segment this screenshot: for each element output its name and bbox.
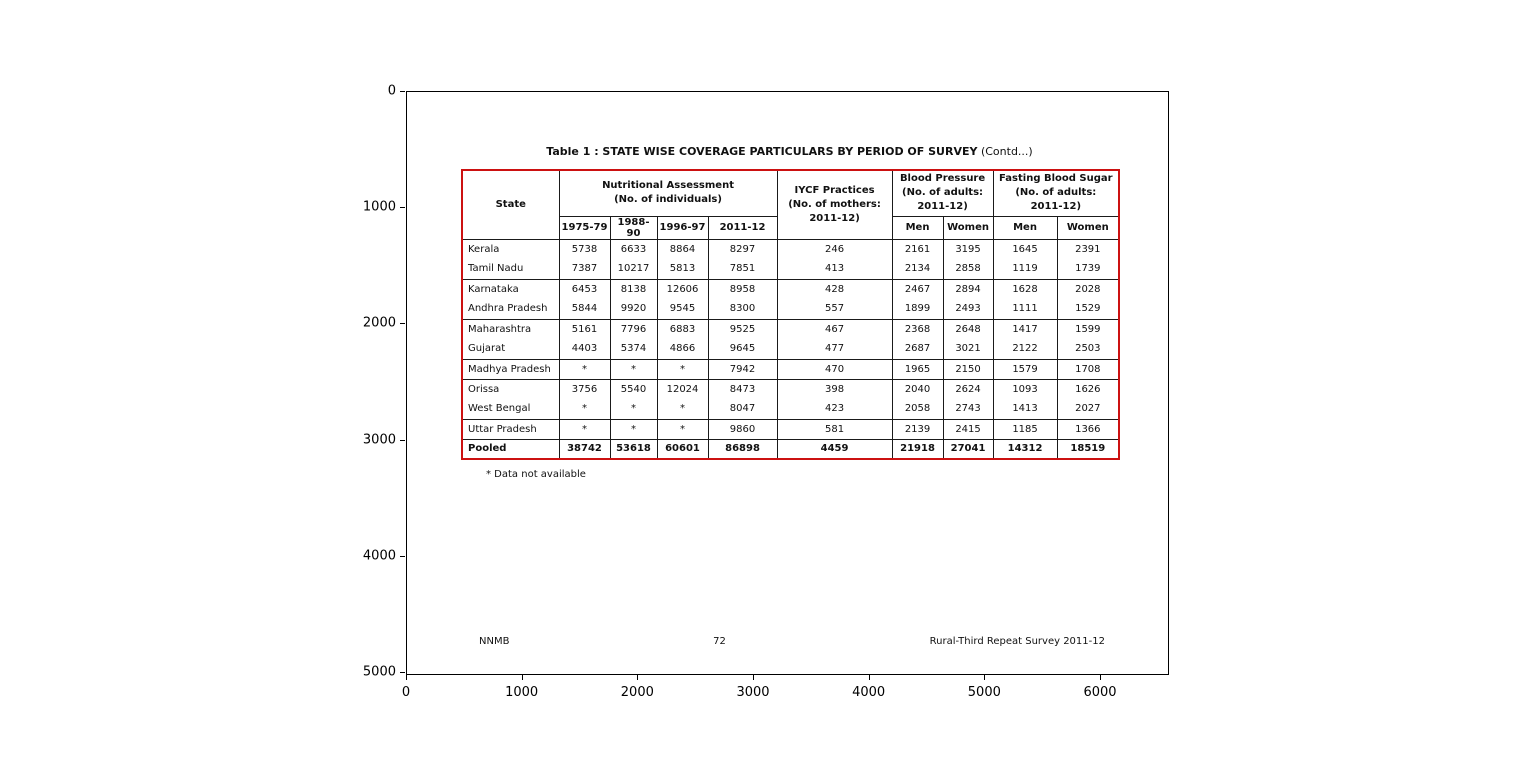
- value-cell: 477: [777, 339, 892, 359]
- table-row: [462, 259, 1119, 279]
- value-cell: 1739: [1057, 259, 1119, 279]
- value-cell: 9860: [708, 419, 777, 439]
- value-cell: 2687: [892, 339, 943, 359]
- state-cell: Tamil Nadu: [462, 259, 559, 279]
- document-page: [407, 92, 1168, 674]
- value-cell: 86898: [708, 439, 777, 459]
- value-cell: 5374: [610, 339, 657, 359]
- y-tick-label: 2000: [362, 315, 396, 331]
- value-cell: 2503: [1057, 339, 1119, 359]
- value-cell: 2150: [943, 359, 993, 379]
- value-cell: 8473: [708, 379, 777, 399]
- value-cell: 18519: [1057, 439, 1119, 459]
- value-cell: 12606: [657, 279, 708, 299]
- value-cell: 7387: [559, 259, 610, 279]
- x-tick-label: 4000: [852, 685, 886, 700]
- header-group-cell: Fasting Blood Sugar (No. of adults: 2011-12): [993, 170, 1119, 216]
- value-cell: 5738: [559, 239, 610, 259]
- value-cell: 2161: [892, 239, 943, 259]
- x-tick-label: 6000: [1083, 685, 1117, 700]
- value-cell: 2040: [892, 379, 943, 399]
- y-tick-label: 3000: [362, 432, 396, 448]
- value-cell: 4866: [657, 339, 708, 359]
- value-cell: 1366: [1057, 419, 1119, 439]
- value-cell: *: [657, 399, 708, 419]
- value-cell: 467: [777, 319, 892, 339]
- value-cell: 6633: [610, 239, 657, 259]
- header-sub-cell: Men: [892, 216, 943, 239]
- header-group-cell: Blood Pressure (No. of adults: 2011-12): [892, 170, 993, 216]
- state-cell: Uttar Pradesh: [462, 419, 559, 439]
- value-cell: 413: [777, 259, 892, 279]
- footer-right-label: Rural-Third Repeat Survey 2011-12: [929, 636, 1105, 647]
- header-sub-cell: Men: [993, 216, 1057, 239]
- value-cell: 2467: [892, 279, 943, 299]
- value-cell: 2858: [943, 259, 993, 279]
- x-tick-mark: [1100, 675, 1101, 680]
- header-group-cell: Nutritional Assessment (No. of individuals): [559, 170, 777, 216]
- x-tick-mark: [406, 675, 407, 680]
- value-cell: 8864: [657, 239, 708, 259]
- value-cell: *: [610, 419, 657, 439]
- value-cell: 2027: [1057, 399, 1119, 419]
- y-tick-mark: [400, 556, 405, 557]
- value-cell: 2391: [1057, 239, 1119, 259]
- header-sub-cell: Women: [943, 216, 993, 239]
- table-row: [462, 439, 1119, 459]
- value-cell: 1645: [993, 239, 1057, 259]
- value-cell: 2624: [943, 379, 993, 399]
- y-tick-label: 1000: [362, 199, 396, 215]
- value-cell: 7942: [708, 359, 777, 379]
- value-cell: 2415: [943, 419, 993, 439]
- value-cell: *: [610, 399, 657, 419]
- value-cell: 9545: [657, 299, 708, 319]
- state-cell: Karnataka: [462, 279, 559, 299]
- header-sub-cell: 1988-90: [610, 216, 657, 239]
- value-cell: 1599: [1057, 319, 1119, 339]
- state-cell: Orissa: [462, 379, 559, 399]
- value-cell: 4459: [777, 439, 892, 459]
- page-footer: [479, 636, 1105, 647]
- value-cell: *: [657, 359, 708, 379]
- value-cell: 2894: [943, 279, 993, 299]
- value-cell: 8138: [610, 279, 657, 299]
- value-cell: 12024: [657, 379, 708, 399]
- value-cell: 8047: [708, 399, 777, 419]
- value-cell: 2743: [943, 399, 993, 419]
- table-row: [462, 339, 1119, 359]
- value-cell: 428: [777, 279, 892, 299]
- table-title-text: Table 1 : STATE WISE COVERAGE PARTICULARS BY PERIOD OF SURVEY: [546, 145, 978, 158]
- value-cell: 9645: [708, 339, 777, 359]
- value-cell: 581: [777, 419, 892, 439]
- value-cell: 53618: [610, 439, 657, 459]
- value-cell: 8297: [708, 239, 777, 259]
- value-cell: 1417: [993, 319, 1057, 339]
- value-cell: *: [610, 359, 657, 379]
- value-cell: 6453: [559, 279, 610, 299]
- value-cell: 1413: [993, 399, 1057, 419]
- y-tick-label: 4000: [362, 548, 396, 564]
- value-cell: 3195: [943, 239, 993, 259]
- value-cell: 5844: [559, 299, 610, 319]
- value-cell: 1111: [993, 299, 1057, 319]
- value-cell: 1093: [993, 379, 1057, 399]
- x-tick-mark: [637, 675, 638, 680]
- x-tick-label: 5000: [967, 685, 1001, 700]
- value-cell: 7796: [610, 319, 657, 339]
- value-cell: 2058: [892, 399, 943, 419]
- y-tick-mark: [400, 91, 405, 92]
- header-group-cell: State: [462, 170, 559, 239]
- state-cell: Pooled: [462, 439, 559, 459]
- value-cell: 2028: [1057, 279, 1119, 299]
- value-cell: 10217: [610, 259, 657, 279]
- value-cell: *: [657, 419, 708, 439]
- x-tick-mark: [869, 675, 870, 680]
- table-row: [462, 419, 1119, 439]
- value-cell: 38742: [559, 439, 610, 459]
- value-cell: 3021: [943, 339, 993, 359]
- value-cell: 1626: [1057, 379, 1119, 399]
- header-sub-cell: 1996-97: [657, 216, 708, 239]
- table-row: [462, 299, 1119, 319]
- value-cell: 2122: [993, 339, 1057, 359]
- value-cell: 21918: [892, 439, 943, 459]
- value-cell: 5540: [610, 379, 657, 399]
- value-cell: 5813: [657, 259, 708, 279]
- value-cell: 2139: [892, 419, 943, 439]
- value-cell: 9920: [610, 299, 657, 319]
- value-cell: 9525: [708, 319, 777, 339]
- value-cell: *: [559, 419, 610, 439]
- x-tick-label: 0: [401, 685, 411, 700]
- table-row: [462, 399, 1119, 419]
- state-cell: Maharashtra: [462, 319, 559, 339]
- header-sub-cell: 1975-79: [559, 216, 610, 239]
- value-cell: 6883: [657, 319, 708, 339]
- value-cell: 1965: [892, 359, 943, 379]
- value-cell: 1529: [1057, 299, 1119, 319]
- value-cell: 423: [777, 399, 892, 419]
- state-cell: Kerala: [462, 239, 559, 259]
- value-cell: 1119: [993, 259, 1057, 279]
- state-cell: Gujarat: [462, 339, 559, 359]
- value-cell: 2134: [892, 259, 943, 279]
- y-tick-mark: [400, 672, 405, 673]
- table-row: [462, 379, 1119, 399]
- value-cell: *: [559, 399, 610, 419]
- value-cell: *: [559, 359, 610, 379]
- value-cell: 1628: [993, 279, 1057, 299]
- state-cell: Madhya Pradesh: [462, 359, 559, 379]
- plot-axes: [406, 91, 1169, 675]
- table-row: [462, 279, 1119, 299]
- value-cell: 27041: [943, 439, 993, 459]
- value-cell: 1708: [1057, 359, 1119, 379]
- y-tick-label: 0: [387, 83, 396, 99]
- x-tick-label: 2000: [620, 685, 654, 700]
- state-cell: Andhra Pradesh: [462, 299, 559, 319]
- footer-left-label: NNMB: [479, 636, 510, 647]
- x-tick-label: 3000: [736, 685, 770, 700]
- x-tick-mark: [753, 675, 754, 680]
- table-title: [461, 145, 1118, 158]
- value-cell: 246: [777, 239, 892, 259]
- value-cell: 2493: [943, 299, 993, 319]
- y-tick-mark: [400, 440, 405, 441]
- value-cell: 398: [777, 379, 892, 399]
- value-cell: 1579: [993, 359, 1057, 379]
- value-cell: 2648: [943, 319, 993, 339]
- value-cell: 4403: [559, 339, 610, 359]
- value-cell: 7851: [708, 259, 777, 279]
- value-cell: 557: [777, 299, 892, 319]
- x-tick-mark: [522, 675, 523, 680]
- value-cell: 60601: [657, 439, 708, 459]
- value-cell: 8958: [708, 279, 777, 299]
- header-sub-cell: Women: [1057, 216, 1119, 239]
- table-row: [462, 359, 1119, 379]
- value-cell: 3756: [559, 379, 610, 399]
- y-tick-mark: [400, 207, 405, 208]
- coverage-table: [461, 169, 1120, 460]
- table-row: [462, 239, 1119, 259]
- header-sub-cell: 2011-12: [708, 216, 777, 239]
- value-cell: 2368: [892, 319, 943, 339]
- value-cell: 8300: [708, 299, 777, 319]
- value-cell: 14312: [993, 439, 1057, 459]
- value-cell: 470: [777, 359, 892, 379]
- footer-page-number: 72: [713, 636, 726, 647]
- value-cell: 5161: [559, 319, 610, 339]
- table-title-suffix: (Contd...): [980, 145, 1033, 158]
- state-cell: West Bengal: [462, 399, 559, 419]
- y-tick-label: 5000: [362, 664, 396, 680]
- table-row: [462, 319, 1119, 339]
- x-tick-mark: [984, 675, 985, 680]
- value-cell: 1899: [892, 299, 943, 319]
- value-cell: 1185: [993, 419, 1057, 439]
- header-group-cell: IYCF Practices (No. of mothers: 2011-12): [777, 170, 892, 239]
- y-tick-mark: [400, 323, 405, 324]
- data-not-available-footnote: * Data not available: [486, 469, 586, 480]
- x-tick-label: 1000: [505, 685, 539, 700]
